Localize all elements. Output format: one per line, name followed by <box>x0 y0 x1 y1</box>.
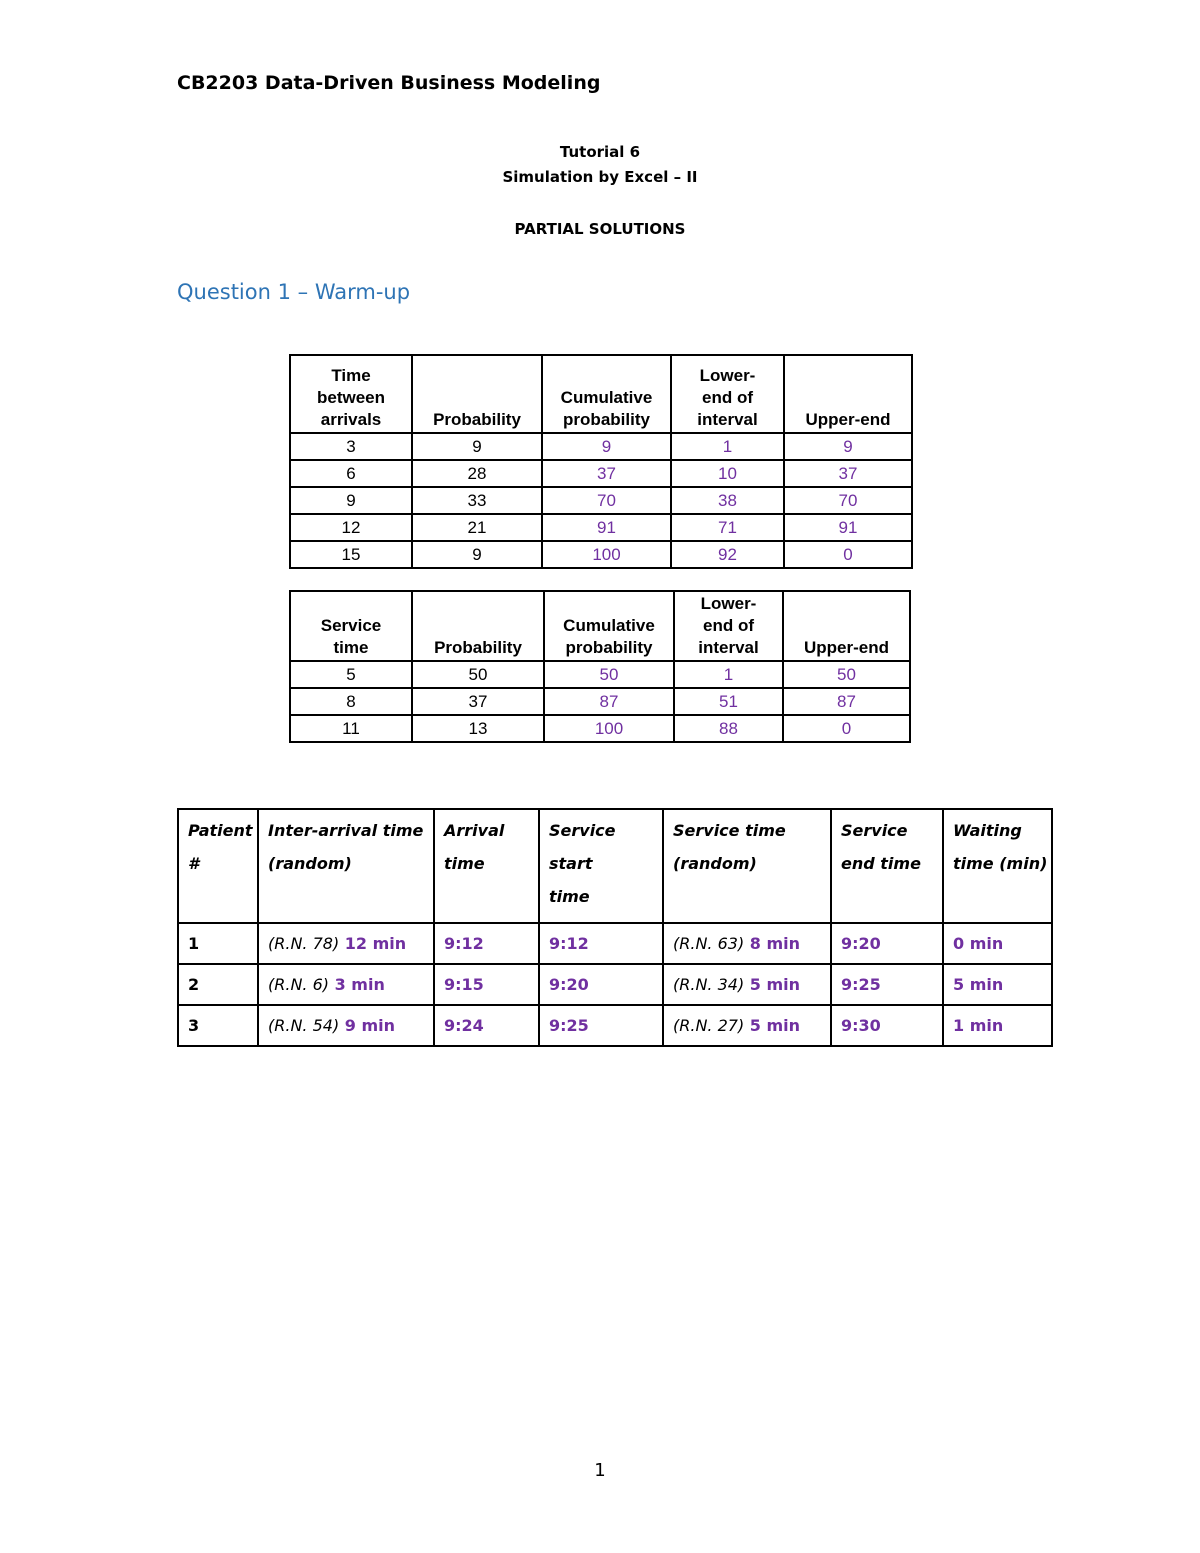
header-inter-arrival-time <box>258 809 434 923</box>
header-line: arrivals <box>320 410 382 429</box>
table-header-row <box>290 355 912 433</box>
header-service-time <box>290 591 412 661</box>
random-number: (R.N. 78) <box>268 934 340 953</box>
cell-waiting <box>943 923 1052 964</box>
header-patient-number <box>178 809 258 923</box>
cell-service-start <box>539 1005 663 1046</box>
header-line: Service <box>320 616 382 635</box>
service-distribution-table <box>289 590 911 743</box>
header-line: end of <box>703 616 754 635</box>
cell-service-start <box>539 923 663 964</box>
header-line: # <box>188 854 200 873</box>
header-service-time <box>663 809 831 923</box>
cell-waiting <box>943 1005 1052 1046</box>
header-cumulative-probability <box>544 591 674 661</box>
cell-service-start <box>539 964 663 1005</box>
cell-arrival <box>434 1005 539 1046</box>
table-row <box>290 433 912 460</box>
cell-upper-end: 0 <box>784 541 912 568</box>
cell-cumulative: 9 <box>542 433 671 460</box>
waiting-value: 1 min <box>953 1016 1004 1035</box>
cell-service-time: 5 <box>290 661 412 688</box>
cell-upper-end: 50 <box>783 661 910 688</box>
header-line: interval <box>697 410 758 429</box>
header-lower-end <box>671 355 784 433</box>
random-number: (R.N. 54) <box>268 1016 340 1035</box>
cell-inter-arrival <box>258 964 434 1005</box>
waiting-value: 5 min <box>953 975 1004 994</box>
question-1-heading: Question 1 – Warm-up <box>177 280 411 304</box>
cell-time: 12 <box>290 514 412 541</box>
random-number: (R.N. 63) <box>673 934 745 953</box>
random-number: (R.N. 34) <box>673 975 745 994</box>
inter-arrival-value: 9 min <box>344 1016 396 1035</box>
cell-arrival <box>434 923 539 964</box>
inter-arrival-value: 12 min <box>344 934 407 953</box>
service-start-value: 9:20 <box>549 975 589 994</box>
cell-probability: 13 <box>412 715 544 742</box>
arrival-value: 9:12 <box>444 934 484 953</box>
service-start-value: 9:12 <box>549 934 589 953</box>
header-lower-end <box>674 591 783 661</box>
cell-lower-end: 1 <box>674 661 783 688</box>
table-row <box>290 661 910 688</box>
cell-service-time: 8 <box>290 688 412 715</box>
cell-time: 3 <box>290 433 412 460</box>
header-line: Cumulative <box>560 388 653 407</box>
cell-patient: 2 <box>178 964 258 1005</box>
cell-waiting <box>943 964 1052 1005</box>
cell-lower-end: 1 <box>671 433 784 460</box>
service-start-value: 9:25 <box>549 1016 589 1035</box>
header-line: probability <box>563 410 650 429</box>
table-header-row <box>178 809 1052 923</box>
header-upper-end <box>784 355 912 433</box>
header-line: time <box>333 638 369 657</box>
cell-cumulative: 100 <box>544 715 674 742</box>
page-number: 1 <box>594 1460 606 1481</box>
tutorial-number: Tutorial 6 <box>559 143 641 161</box>
cell-cumulative: 50 <box>544 661 674 688</box>
cell-probability: 21 <box>412 514 542 541</box>
header-line: time <box>549 887 590 906</box>
cell-lower-end: 51 <box>674 688 783 715</box>
cell-arrival <box>434 964 539 1005</box>
header-line: time <box>444 854 485 873</box>
service-time-value: 5 min <box>749 1016 801 1035</box>
table-header-row <box>290 591 910 661</box>
header-line: Waiting <box>953 821 1022 840</box>
header-service-start-time <box>539 809 663 923</box>
header-line: interval <box>698 638 759 657</box>
cell-probability: 37 <box>412 688 544 715</box>
cell-service-end <box>831 964 943 1005</box>
cell-time: 6 <box>290 460 412 487</box>
cell-probability: 33 <box>412 487 542 514</box>
header-line: Lower- <box>700 594 757 613</box>
table-row <box>290 688 910 715</box>
cell-upper-end: 37 <box>784 460 912 487</box>
cell-cumulative: 91 <box>542 514 671 541</box>
cell-service-end <box>831 923 943 964</box>
cell-probability: 50 <box>412 661 544 688</box>
cell-time: 9 <box>290 487 412 514</box>
cell-upper-end: 9 <box>784 433 912 460</box>
arrival-value: 9:15 <box>444 975 484 994</box>
header-line: Service time <box>673 821 786 840</box>
header-line: between <box>316 388 386 407</box>
header-line: end time <box>841 854 921 873</box>
cell-time: 15 <box>290 541 412 568</box>
header-cumulative-probability <box>542 355 671 433</box>
cell-lower-end: 88 <box>674 715 783 742</box>
header-probability <box>412 591 544 661</box>
cell-inter-arrival <box>258 923 434 964</box>
header-line: end of <box>702 388 753 407</box>
cell-patient: 3 <box>178 1005 258 1046</box>
header-line: Time <box>331 366 371 385</box>
service-end-value: 9:30 <box>841 1016 881 1035</box>
table-row <box>290 487 912 514</box>
arrival-value: 9:24 <box>444 1016 484 1035</box>
cell-service-time <box>663 923 831 964</box>
cell-lower-end: 71 <box>671 514 784 541</box>
header-line: Upper-end <box>805 410 891 429</box>
table-row <box>290 715 910 742</box>
header-probability <box>412 355 542 433</box>
cell-upper-end: 0 <box>783 715 910 742</box>
table-row <box>290 541 912 568</box>
cell-patient: 1 <box>178 923 258 964</box>
service-end-value: 9:25 <box>841 975 881 994</box>
cell-inter-arrival <box>258 1005 434 1046</box>
cell-lower-end: 10 <box>671 460 784 487</box>
course-title: CB2203 Data-Driven Business Modeling <box>177 72 601 94</box>
cell-cumulative: 87 <box>544 688 674 715</box>
header-line: Upper-end <box>804 638 889 657</box>
table-row <box>178 923 1052 964</box>
table-row <box>290 460 912 487</box>
header-arrival-time <box>434 809 539 923</box>
header-line: Service start <box>549 821 616 873</box>
cell-lower-end: 38 <box>671 487 784 514</box>
header-line: time (min) <box>953 854 1048 873</box>
cell-service-time <box>663 1005 831 1046</box>
inter-arrival-value: 3 min <box>334 975 385 994</box>
random-number: (R.N. 6) <box>268 975 330 994</box>
header-line: Cumulative <box>563 616 655 635</box>
cell-upper-end: 87 <box>783 688 910 715</box>
tutorial-subtitle: Simulation by Excel – II <box>502 168 698 186</box>
table-row <box>178 964 1052 1005</box>
patient-simulation-table <box>177 808 1053 1047</box>
waiting-value: 0 min <box>953 934 1004 953</box>
header-upper-end <box>783 591 910 661</box>
header-waiting-time <box>943 809 1052 923</box>
cell-probability: 9 <box>412 433 542 460</box>
table-row <box>290 514 912 541</box>
service-time-value: 5 min <box>749 975 801 994</box>
header-line: Arrival <box>444 821 505 840</box>
cell-cumulative: 70 <box>542 487 671 514</box>
cell-upper-end: 91 <box>784 514 912 541</box>
header-line: (random) <box>673 854 757 873</box>
partial-solutions-label: PARTIAL SOLUTIONS <box>514 220 686 238</box>
header-line: Service <box>841 821 908 840</box>
service-time-value: 8 min <box>749 934 801 953</box>
cell-probability: 28 <box>412 460 542 487</box>
cell-cumulative: 100 <box>542 541 671 568</box>
header-service-end-time <box>831 809 943 923</box>
cell-lower-end: 92 <box>671 541 784 568</box>
cell-service-time <box>663 964 831 1005</box>
header-time-between-arrivals <box>290 355 412 433</box>
cell-cumulative: 37 <box>542 460 671 487</box>
random-number: (R.N. 27) <box>673 1016 745 1035</box>
header-line: Lower- <box>699 366 756 385</box>
cell-probability: 9 <box>412 541 542 568</box>
header-line: probability <box>565 638 653 657</box>
header-line: Patient <box>188 821 253 840</box>
arrivals-distribution-table <box>289 354 913 569</box>
header-line: Inter-arrival time <box>268 821 424 840</box>
header-line: Probability <box>434 638 522 657</box>
table-row <box>178 1005 1052 1046</box>
cell-service-time: 11 <box>290 715 412 742</box>
cell-service-end <box>831 1005 943 1046</box>
header-line: (random) <box>268 854 352 873</box>
cell-upper-end: 70 <box>784 487 912 514</box>
header-line: Probability <box>433 410 521 429</box>
service-end-value: 9:20 <box>841 934 881 953</box>
